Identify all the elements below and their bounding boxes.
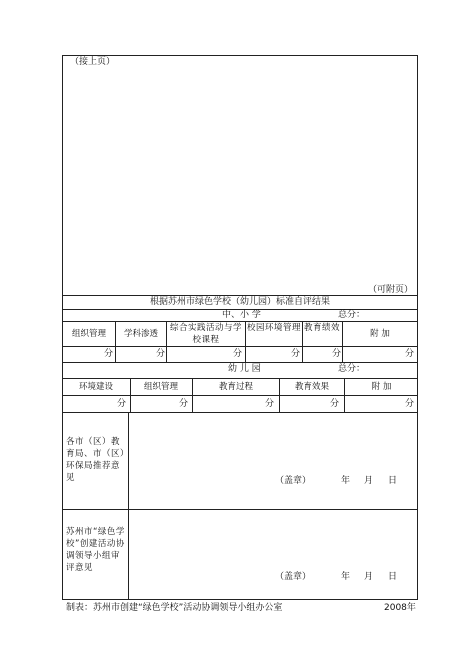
frame-top [62, 55, 418, 56]
opinion-1-day: 日 [388, 476, 398, 486]
opinion-2-seal: （盖章） [275, 572, 312, 582]
ps-score-practice: 分 [233, 349, 243, 359]
divider-kg-header-top [62, 378, 418, 379]
ps-col-sep-3 [245, 321, 246, 362]
divider-ps-bottom [62, 362, 418, 363]
kg-col-sep-2 [192, 378, 193, 412]
ps-score-performance: 分 [332, 349, 342, 359]
divider-kg-bottom [62, 412, 418, 413]
frame-bottom [62, 599, 418, 600]
ps-score-subject: 分 [156, 349, 166, 359]
ps-score-extra: 分 [405, 349, 415, 359]
opinion-1-seal: （盖章） [275, 476, 312, 486]
kg-header-effect: 教育效果 [294, 382, 329, 392]
ps-col-sep-4 [302, 321, 303, 362]
kg-score-env: 分 [117, 399, 127, 409]
kg-score-effect: 分 [330, 399, 340, 409]
divider-title-top [62, 295, 418, 296]
kg-header-org: 组织管理 [143, 382, 178, 392]
kg-header-process: 教育过程 [218, 382, 253, 392]
kg-header-env: 环境建设 [78, 382, 113, 392]
opinion-1-month: 月 [364, 476, 374, 486]
kg-col-sep-1 [130, 378, 131, 412]
opinion-1-year: 年 [341, 476, 351, 486]
kg-section-label: 幼 儿 园 [228, 364, 261, 374]
ps-header-org: 组织管理 [71, 329, 106, 339]
ps-col-sep-5 [342, 321, 343, 362]
ps-header-campus: 校园环境管理 [247, 323, 302, 333]
kg-total-label: 总分： [338, 364, 366, 374]
kg-header-extra: 附 加 [371, 382, 392, 392]
ps-header-extra: 附 加 [370, 329, 390, 339]
footer-maker: 制表：苏州市创建“绿色学校”活动协调领导小组办公室 [66, 603, 283, 613]
primary-secondary-total-label: 总分： [338, 310, 366, 320]
divider-kg-header-bottom [62, 395, 418, 396]
attach-label: （可附页） [368, 285, 414, 295]
ps-header-subject: 学科渗透 [123, 329, 158, 339]
kg-score-extra: 分 [405, 399, 415, 409]
ps-header-performance: 教育绩效 [304, 323, 341, 333]
kg-score-org: 分 [179, 399, 189, 409]
ps-score-org: 分 [104, 349, 114, 359]
frame-right [417, 55, 418, 600]
divider-opinion-middle [62, 509, 418, 510]
ps-col-sep-2 [166, 321, 167, 362]
opinion-2-year: 年 [341, 572, 351, 582]
opinion-col-sep [128, 412, 129, 599]
ps-header-practice: 综合实践活动与学校课程 [169, 323, 242, 345]
ps-col-sep-1 [115, 321, 116, 362]
continued-label: （接上页） [70, 57, 116, 67]
kg-score-process: 分 [265, 399, 275, 409]
opinion-2-day: 日 [388, 572, 398, 582]
primary-secondary-section-label: 中、小 学 [222, 310, 261, 320]
ps-score-campus: 分 [291, 349, 301, 359]
kg-col-sep-3 [279, 378, 280, 412]
opinion-2-month: 月 [364, 572, 374, 582]
footer-year: 2008年 [384, 603, 416, 613]
kg-col-sep-4 [344, 378, 345, 412]
opinion-2-label: 苏州市“绿色学校”创建活动协调领导小组审评意见 [66, 527, 125, 573]
results-title: 根据苏州市绿色学校（幼儿园）标准自评结果 [149, 297, 330, 307]
opinion-1-label: 各市（区）教育局、市（区）环保局推荐意见 [66, 437, 125, 483]
